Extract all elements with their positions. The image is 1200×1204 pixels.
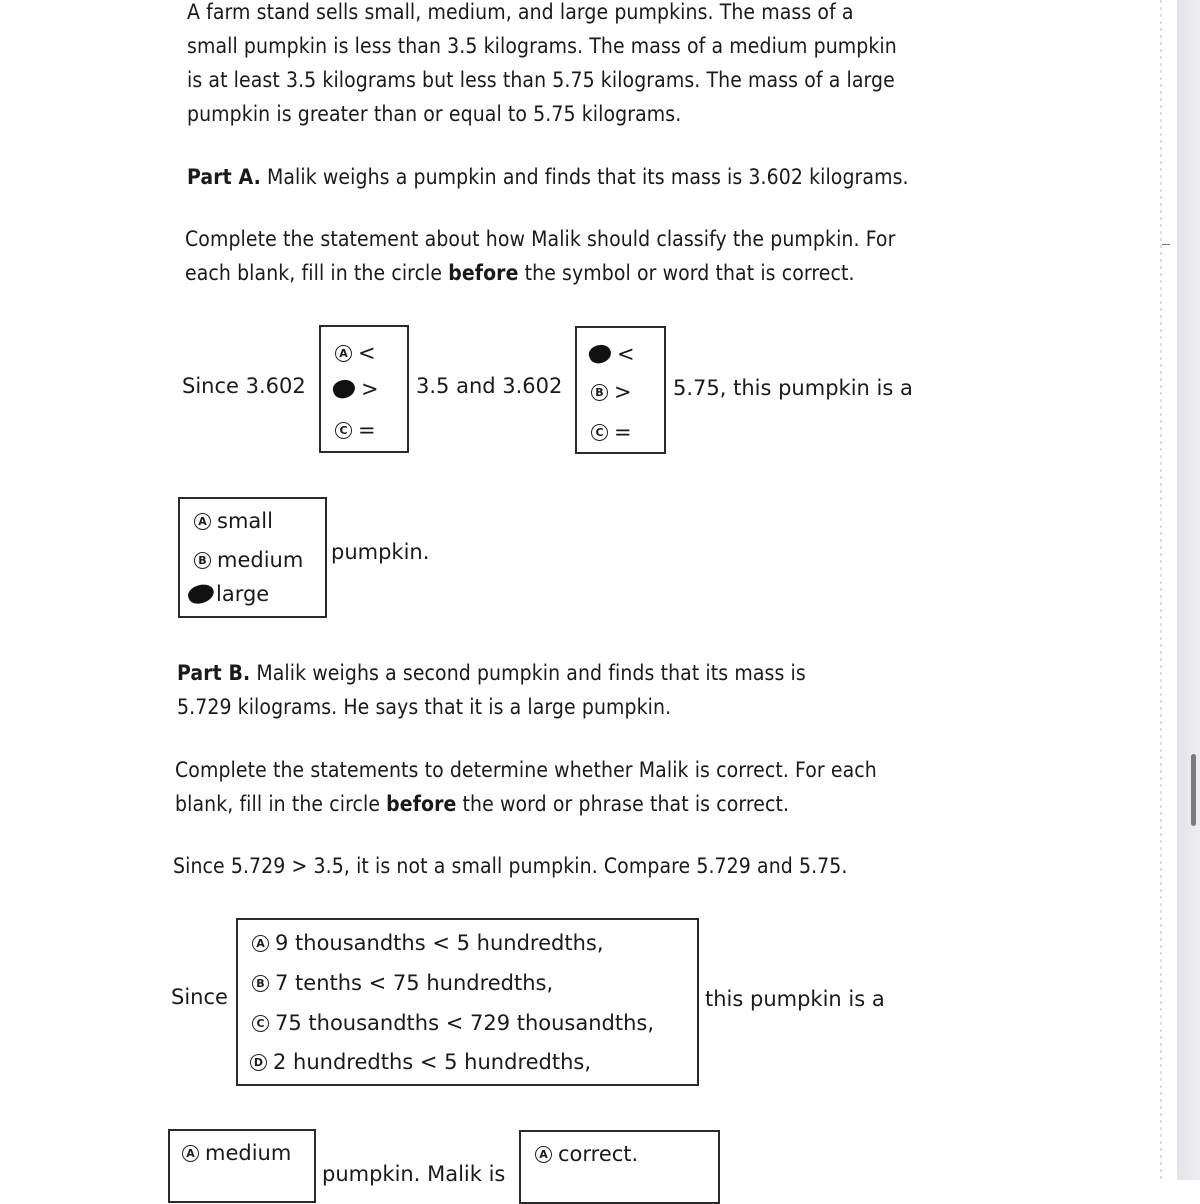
part-b-size-box — [168, 1129, 316, 1203]
part-a-instr-line-2: each blank, fill in the circle before the symbol or word that is correct. — [185, 261, 855, 285]
part-b-instr-line-2: blank, fill in the circle before the word or phrase that is correct. — [175, 792, 790, 816]
part-a-after-size-text: pumpkin. — [331, 540, 430, 564]
part-a-mid-text: 3.5 and 3.602 — [416, 374, 563, 398]
part-b-instr-line-1: Complete the statements to determine whether Malik is correct. For each — [175, 758, 877, 782]
bubble-a-icon[interactable]: A — [194, 513, 211, 530]
before-emphasis: before — [386, 792, 457, 816]
option-c-reason[interactable]: C 75 thousandths < 729 thousandths, — [252, 1011, 654, 1035]
part-a-size-box — [178, 497, 327, 618]
part-a-end-text: 5.75, this pumpkin is a — [673, 376, 913, 400]
bubble-b-icon[interactable]: B — [252, 975, 269, 992]
option-small[interactable]: A small — [194, 509, 273, 533]
option-a-less-than[interactable]: A < — [589, 342, 635, 366]
part-b-correct-box — [519, 1130, 720, 1204]
part-a-instructions — [185, 222, 895, 290]
bubble-c-filled-icon[interactable]: C — [186, 581, 217, 607]
option-medium[interactable]: B medium — [194, 548, 303, 572]
part-b-since-text: Since — [171, 985, 228, 1009]
intro-line-2: small pumpkin is less than 3.5 kilograms. The mass of a medium pumpkin — [187, 34, 897, 58]
intro-line-3: is at least 3.5 kilograms but less than 5.75 kilograms. The mass of a large — [187, 68, 895, 92]
bubble-a-icon[interactable]: A — [182, 1145, 199, 1162]
bubble-a-filled-icon[interactable]: A — [587, 342, 614, 366]
option-d-reason[interactable]: D 2 hundredths < 5 hundredths, — [250, 1050, 591, 1074]
page-edge-tick — [1162, 244, 1170, 245]
part-a-label: Part A. — [187, 165, 261, 189]
bubble-d-icon[interactable]: D — [250, 1054, 267, 1071]
bubble-b-icon[interactable]: B — [194, 552, 211, 569]
option-b-greater-than[interactable]: B > — [333, 377, 379, 401]
option-a-reason[interactable]: A 9 thousandths < 5 hundredths, — [252, 931, 604, 955]
part-a-symbol-box-2 — [575, 326, 666, 454]
option-b-reason[interactable]: B 7 tenths < 75 hundredths, — [252, 971, 553, 995]
bubble-a-icon[interactable]: A — [335, 345, 352, 362]
intro-line-1: A farm stand sells small, medium, and large pumpkins. The mass of a — [187, 0, 854, 24]
part-a-prompt — [187, 160, 909, 194]
part-b-prompt: Part B. Malik weighs a second pumpkin and finds that its mass is 5.729 kilograms. He says that it is a large pumpkin. — [177, 656, 806, 724]
bubble-b-filled-icon[interactable]: B — [331, 377, 358, 401]
part-b-mid-text: pumpkin. Malik is — [322, 1162, 506, 1186]
before-emphasis: before — [448, 261, 519, 285]
bubble-c-icon[interactable]: C — [252, 1015, 269, 1032]
part-b-prompt-line-2: 5.729 kilograms. He says that it is a large pumpkin. — [177, 695, 672, 719]
scrollbar-thumb[interactable] — [1191, 754, 1196, 826]
part-a-since-text: Since 3.602 — [182, 374, 306, 398]
intro-paragraph — [187, 0, 897, 131]
part-a-symbol-box-1 — [319, 325, 409, 453]
part-a-instr-line-1: Complete the statement about how Malik should classify the pumpkin. For — [185, 227, 896, 251]
option-correct[interactable]: A correct. — [535, 1142, 638, 1166]
bubble-b-icon[interactable]: B — [591, 384, 608, 401]
part-a-prompt-text: Malik weighs a pumpkin and finds that its mass is 3.602 kilograms. — [260, 165, 909, 189]
bubble-a-icon[interactable]: A — [252, 935, 269, 952]
part-b-reason-box — [236, 918, 699, 1086]
bubble-c-icon[interactable]: C — [335, 422, 352, 439]
intro-line-4: pumpkin is greater than or equal to 5.75 kilograms. — [187, 102, 682, 126]
bubble-c-icon[interactable]: C — [591, 424, 608, 441]
scroll-track[interactable] — [1177, 0, 1200, 1180]
option-c-equals[interactable]: C = — [591, 420, 632, 444]
bubble-a-icon[interactable]: A — [535, 1146, 552, 1163]
option-a-less-than[interactable]: A < — [335, 341, 376, 365]
option-b-greater-than[interactable]: B > — [591, 380, 632, 404]
option-medium[interactable]: A medium — [182, 1141, 291, 1165]
page-edge — [1160, 0, 1162, 1180]
part-b-end-text: this pumpkin is a — [705, 987, 885, 1011]
part-b-instructions — [175, 753, 877, 821]
part-b-compare-text: Since 5.729 > 3.5, it is not a small pumpkin. Compare 5.729 and 5.75. — [173, 854, 848, 878]
part-b-label: Part B. — [177, 661, 251, 685]
option-large[interactable]: C large — [188, 582, 269, 606]
option-c-equals[interactable]: C = — [335, 418, 376, 442]
